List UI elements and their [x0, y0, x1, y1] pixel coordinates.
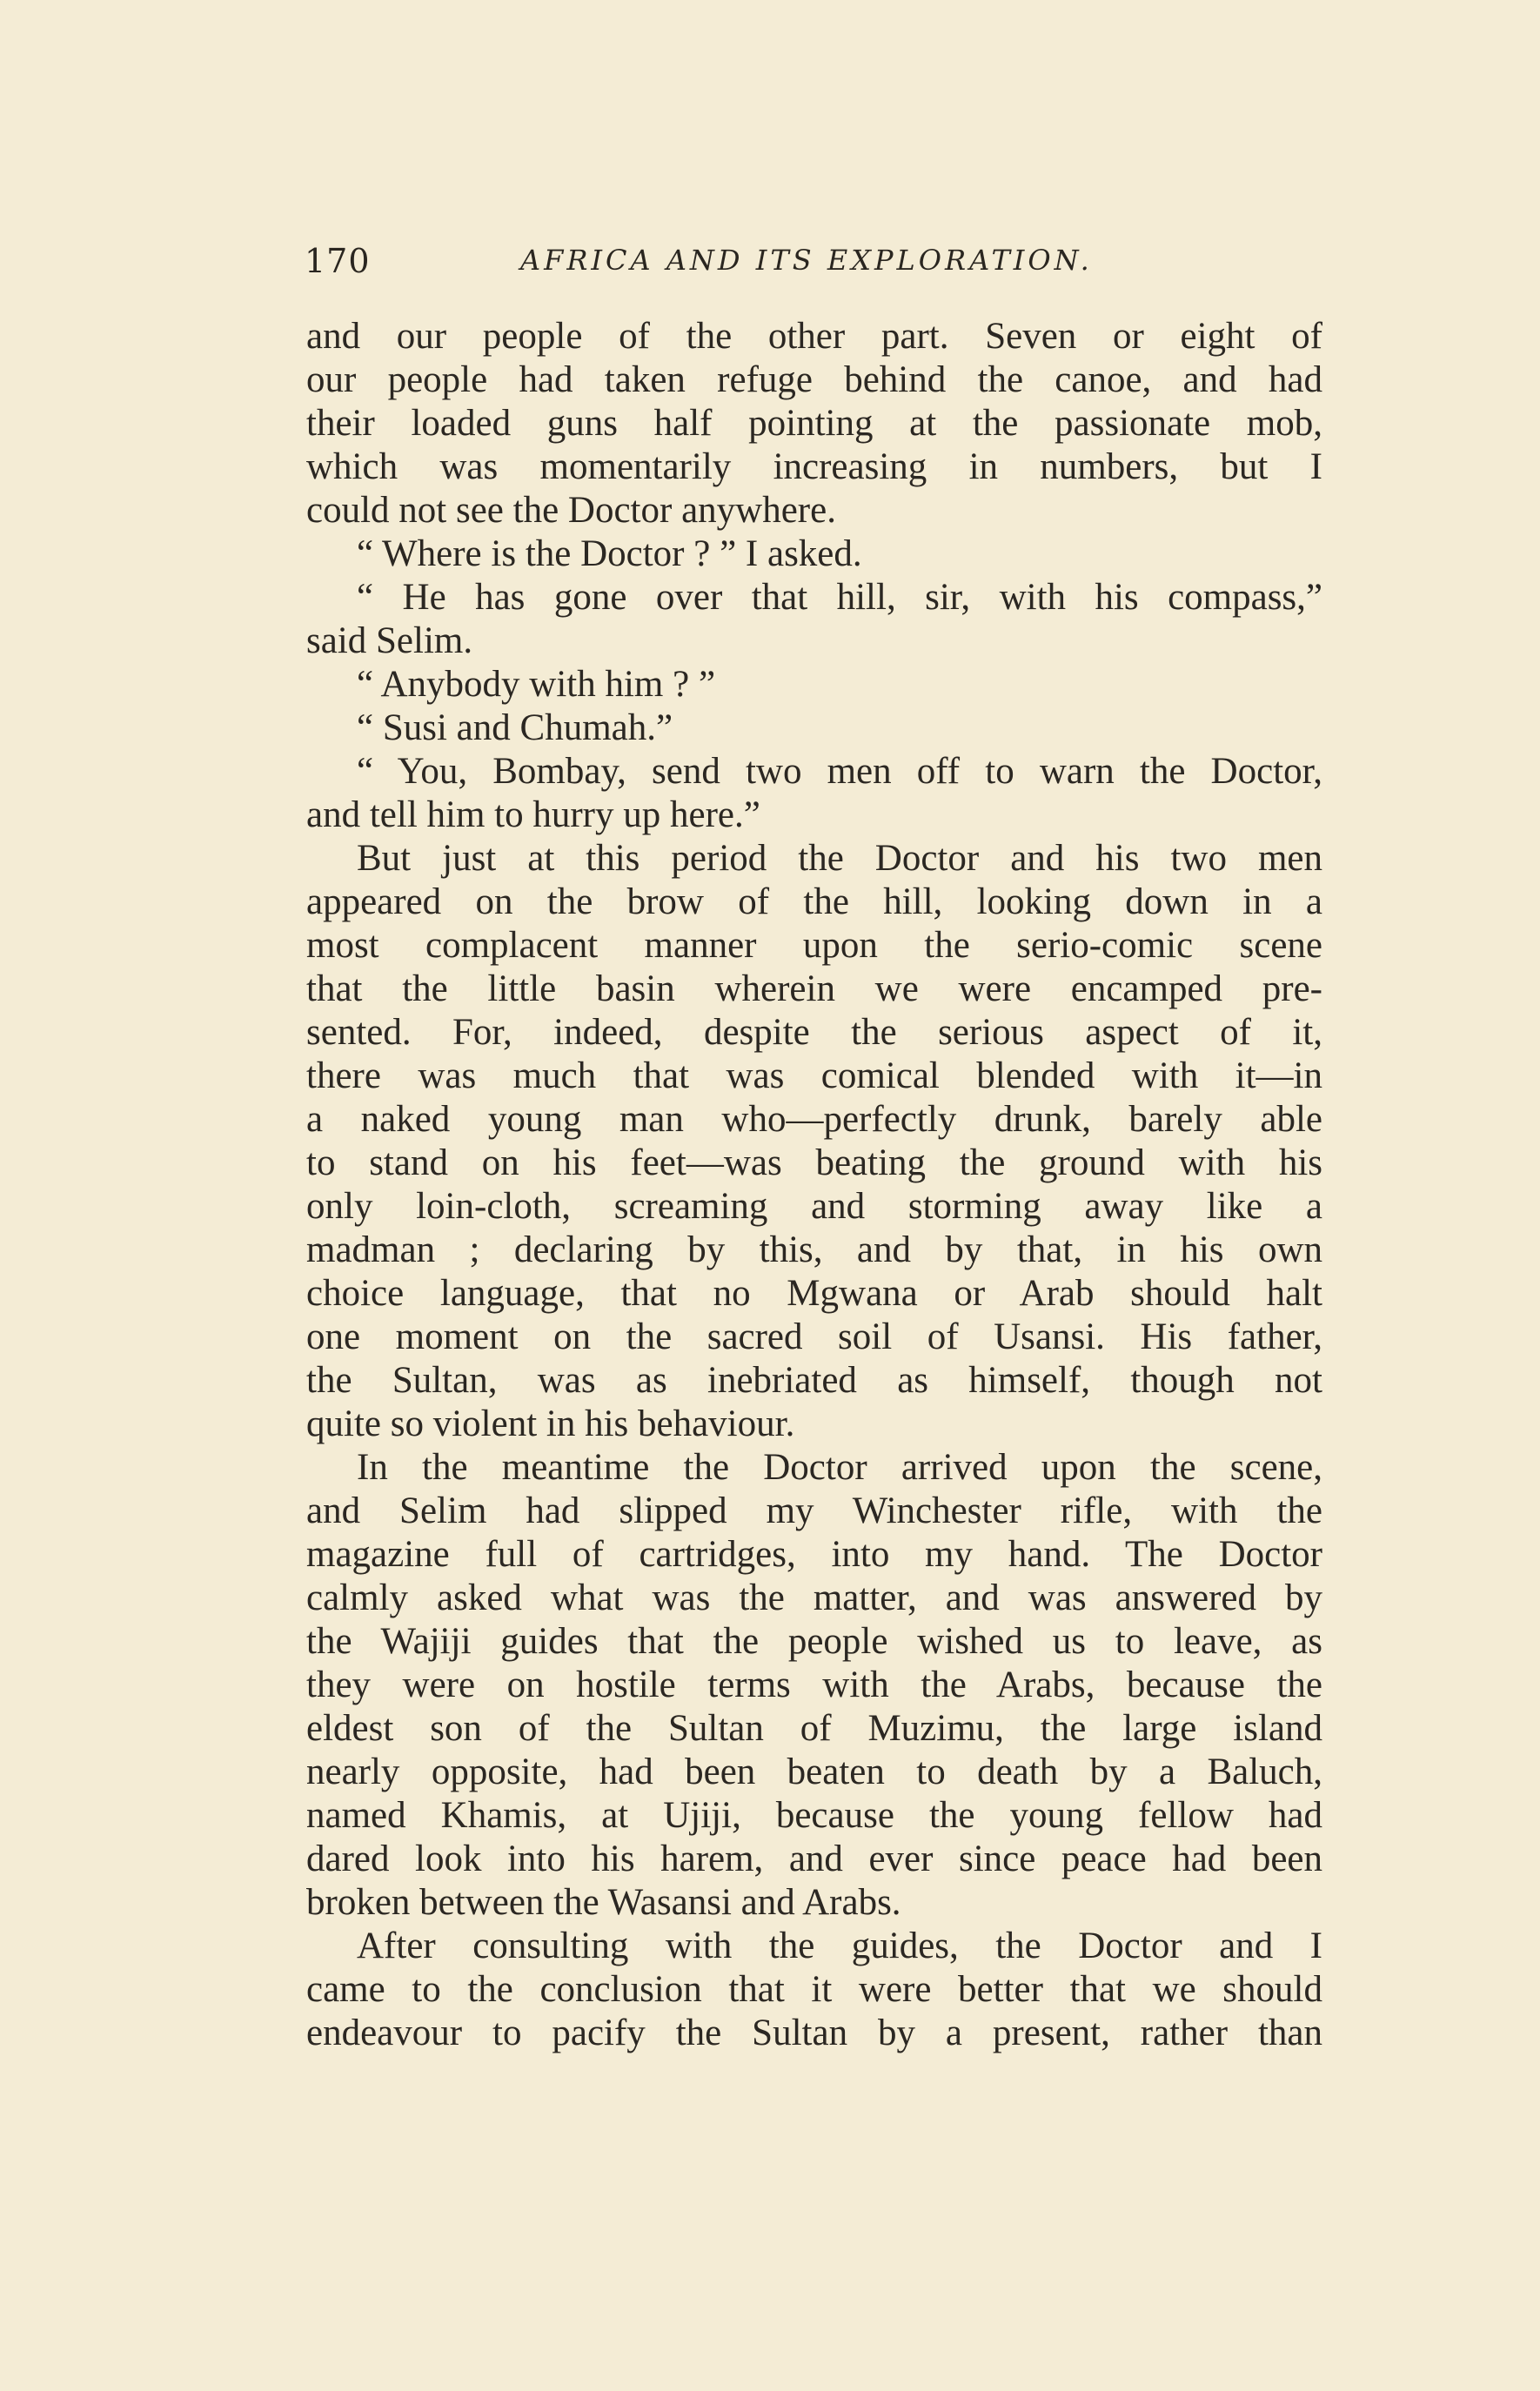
text-line: one moment on the sacred soil of Usansi. His father, — [306, 1316, 1322, 1357]
text-line: named Khamis, at Ujiji, because the young fellow had — [306, 1795, 1322, 1836]
text-line: and our people of the other part. Seven or eight of — [306, 316, 1322, 357]
running-title: AFRICA AND ITS EXPLORATION. — [520, 244, 1093, 277]
text-line: choice language, that no Mgwana or Arab should halt — [306, 1273, 1322, 1314]
text-line: which was momentarily increasing in numbers, but I — [306, 446, 1322, 487]
text-line: only loin-cloth, screaming and storming away like a — [306, 1186, 1322, 1227]
body-text — [306, 315, 1322, 2055]
text-line: quite so violent in his behaviour. — [306, 1403, 795, 1444]
text-line: to stand on his feet—was beating the ground with his — [306, 1142, 1322, 1183]
text-line: the Wajiji guides that the people wished us to leave, as — [306, 1621, 1322, 1662]
text-line: endeavour to pacify the Sultan by a present, rather than — [306, 2013, 1322, 2053]
text-line: “ He has gone over that hill, sir, with his compass,” — [357, 577, 1322, 618]
text-line: a naked young man who—perfectly drunk, barely able — [306, 1099, 1322, 1140]
text-line: most complacent manner upon the serio-comic scene — [306, 925, 1322, 966]
text-line: “ You, Bombay, send two men off to warn the Doctor, — [357, 751, 1322, 792]
text-line: nearly opposite, had been beaten to death by a Baluch, — [306, 1751, 1322, 1792]
text-line: and tell him to hurry up here.” — [306, 794, 760, 835]
text-line: said Selim. — [306, 620, 473, 661]
text-line: that the little basin wherein we were encamped pre- — [306, 968, 1322, 1009]
page-number: 170 — [305, 242, 371, 280]
text-line: appeared on the brow of the hill, looking down in a — [306, 881, 1322, 922]
text-line: could not see the Doctor anywhere. — [306, 490, 836, 531]
page-header — [305, 242, 1322, 294]
text-line: the Sultan, was as inebriated as himself, though not — [306, 1360, 1322, 1401]
text-line: sented. For, indeed, despite the serious aspect of it, — [306, 1012, 1322, 1053]
text-line: After consulting with the guides, the Doctor and I — [357, 1926, 1322, 1966]
text-line: In the meantime the Doctor arrived upon the scene, — [357, 1447, 1322, 1488]
text-line: calmly asked what was the matter, and was answered by — [306, 1577, 1322, 1618]
text-line: their loaded guns half pointing at the passionate mob, — [306, 403, 1322, 444]
text-line: came to the conclusion that it were better that we should — [306, 1969, 1322, 2010]
text-line: madman ; declaring by this, and by that, in his own — [306, 1229, 1322, 1270]
text-line: eldest son of the Sultan of Muzimu, the large island — [306, 1708, 1322, 1749]
text-line: “ Anybody with him ? ” — [357, 664, 716, 705]
text-line: our people had taken refuge behind the canoe, and had — [306, 359, 1322, 400]
text-line: and Selim had slipped my Winchester rifle, with the — [306, 1490, 1322, 1531]
text-line: “ Susi and Chumah.” — [357, 707, 673, 748]
text-line: broken between the Wasansi and Arabs. — [306, 1882, 901, 1923]
text-line: dared look into his harem, and ever since peace had been — [306, 1838, 1322, 1879]
text-line: magazine full of cartridges, into my hand. The Doctor — [306, 1534, 1322, 1575]
text-line: there was much that was comical blended with it—in — [306, 1055, 1322, 1096]
text-line: But just at this period the Doctor and his two men — [357, 838, 1322, 879]
text-line: “ Where is the Doctor ? ” I asked. — [357, 533, 862, 574]
text-line: they were on hostile terms with the Arabs, because the — [306, 1664, 1322, 1705]
